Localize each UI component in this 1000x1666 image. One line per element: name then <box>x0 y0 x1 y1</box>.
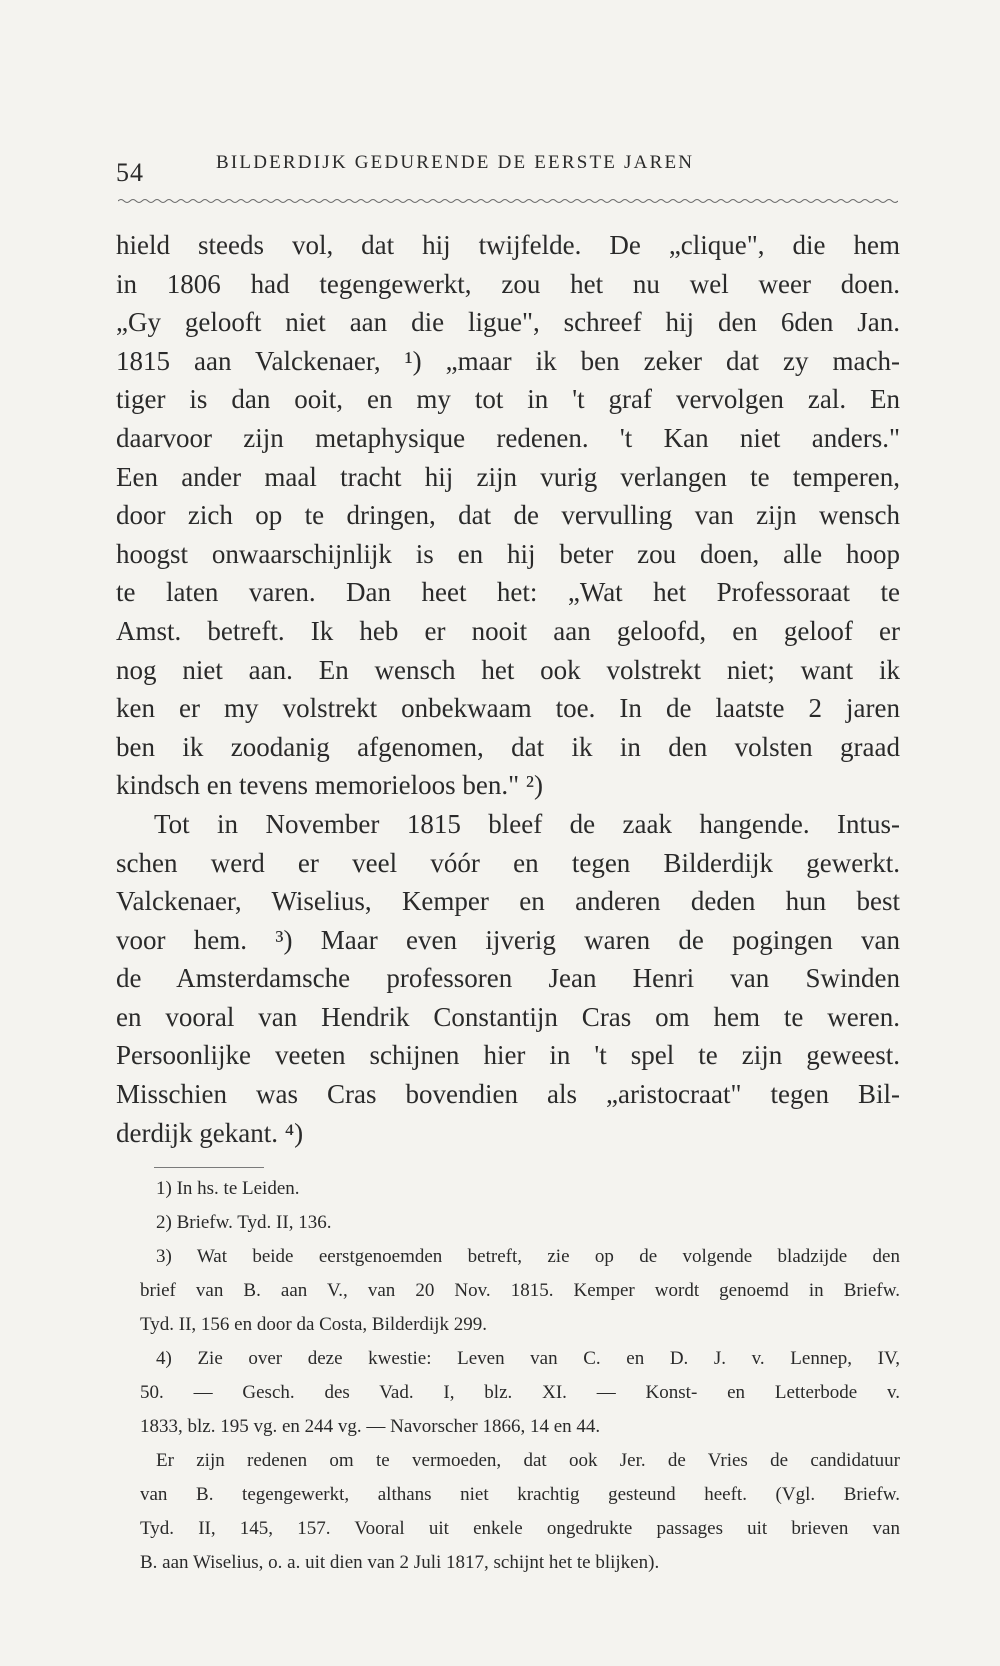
text-line: daarvoor zijn metaphysique redenen. 't Kan niet anders." <box>116 422 900 453</box>
footnote-line: 3) Wat beide eerstgenoemden betreft, zie op de volgende bladzijde den <box>156 1246 900 1267</box>
text-line: nog niet aan. En wensch het ook volstrekt niet; want ik <box>116 654 900 685</box>
running-head: BILDERDIJK GEDURENDE DE EERSTE JAREN <box>216 152 695 173</box>
footnote-line: Tyd. II, 156 en door da Costa, Bilderdijk 299. <box>140 1314 487 1335</box>
body-text <box>116 226 900 1152</box>
footnote-line: 2) Briefw. Tyd. II, 136. <box>156 1212 332 1233</box>
footnote-line: brief van B. aan V., van 20 Nov. 1815. Kemper wordt genoemd in Briefw. <box>140 1280 900 1301</box>
page-header <box>116 148 896 192</box>
text-line: en vooral van Hendrik Constantijn Cras om hem te weren. <box>116 1001 900 1032</box>
text-line: tiger is dan ooit, en my tot in 't graf vervolgen zal. En <box>116 384 900 415</box>
text-line: de Amsterdamsche professoren Jean Henri van Swinden <box>116 963 900 994</box>
text-line: Een ander maal tracht hij zijn vurig verlangen te temperen, <box>116 461 900 492</box>
footnote-line: Tyd. II, 145, 157. Vooral uit enkele ongedrukte passages uit brieven van <box>140 1518 900 1539</box>
text-line: in 1806 had tegengewerkt, zou het nu wel weer doen. <box>116 268 900 299</box>
footnote-line: 4) Zie over deze kwestie: Leven van C. en D. J. v. Lennep, IV, <box>156 1348 900 1369</box>
text-line: te laten varen. Dan heet het: „Wat het Professoraat te <box>116 577 900 608</box>
text-line: door zich op te dringen, dat de vervulling van zijn wensch <box>116 500 900 531</box>
footnote-line: B. aan Wiselius, o. a. uit dien van 2 Juli 1817, schijnt het te blijken). <box>140 1552 660 1573</box>
text-line: schen werd er veel vóór en tegen Bilderdijk gewerkt. <box>116 847 900 878</box>
footnote-divider <box>154 1167 264 1168</box>
header-wavy-rule <box>118 196 898 206</box>
text-line: derdijk gekant. ⁴) <box>116 1117 304 1148</box>
text-line: ken er my volstrekt onbekwaam toe. In de laatste 2 jaren <box>116 693 900 724</box>
text-line: Persoonlijke veeten schijnen hier in 't spel te zijn geweest. <box>116 1040 900 1071</box>
text-line: „Gy gelooft niet aan die ligue", schreef hij den 6den Jan. <box>116 307 900 338</box>
footnote-line: Er zijn redenen om te vermoeden, dat ook Jer. de Vries de candidatuur <box>156 1450 900 1471</box>
text-line: Valckenaer, Wiselius, Kemper en anderen deden hun best <box>116 886 900 917</box>
text-line: ben ik zoodanig afgenomen, dat ik in den volsten graad <box>116 731 900 762</box>
text-line: hield steeds vol, dat hij twijfelde. De „clique", die hem <box>116 230 900 260</box>
footnote-line: 1) In hs. te Leiden. <box>156 1178 300 1199</box>
text-line: Misschien was Cras bovendien als „aristocraat" tegen Bil- <box>116 1079 900 1110</box>
footnotes <box>140 1172 900 1580</box>
footnote-line: 1833, blz. 195 vg. en 244 vg. — Navorscher 1866, 14 en 44. <box>140 1416 601 1437</box>
text-line: Tot in November 1815 bleef de zaak hangende. Intus- <box>154 808 900 839</box>
text-line: 1815 aan Valckenaer, ¹) „maar ik ben zeker dat zy mach- <box>116 345 900 376</box>
text-line: hoogst onwaarschijnlijk is en hij beter zou doen, alle hoop <box>116 538 900 569</box>
footnote-line: 50. — Gesch. des Vad. I, blz. XI. — Konst- en Letterbode v. <box>140 1382 900 1403</box>
footnote-line: van B. tegengewerkt, althans niet krachtig gesteund heeft. (Vgl. Briefw. <box>140 1484 900 1505</box>
page-number: 54 <box>116 158 144 187</box>
text-line: voor hem. ³) Maar even ijverig waren de pogingen van <box>116 924 900 955</box>
text-line: kindsch en tevens memorieloos ben." ²) <box>116 770 544 801</box>
text-line: Amst. betreft. Ik heb er nooit aan geloofd, en geloof er <box>116 615 900 646</box>
